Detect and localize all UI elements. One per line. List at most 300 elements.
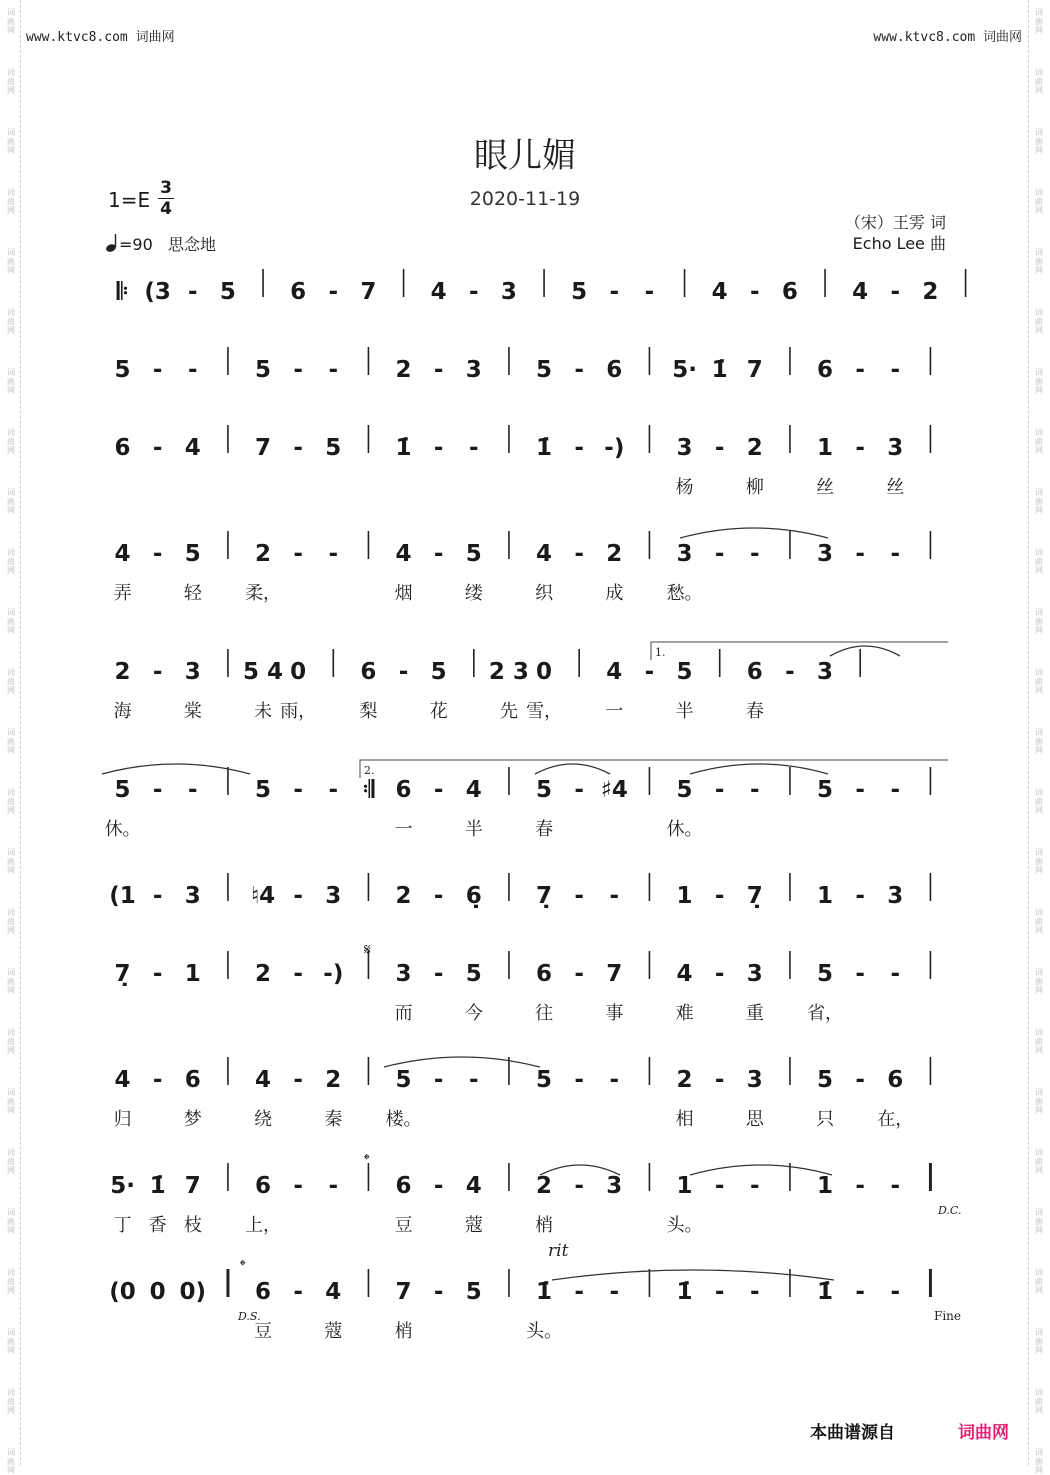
dash-note: - bbox=[574, 357, 584, 383]
watermark-text: 词 曲 网 bbox=[1035, 788, 1043, 815]
dash-note: - bbox=[574, 1279, 584, 1305]
jianpu-note: 5 bbox=[255, 357, 272, 383]
jianpu-note: 3 bbox=[817, 659, 834, 685]
jianpu-note: 1 bbox=[676, 1173, 693, 1199]
lyric-syllable: 缕 bbox=[464, 583, 483, 604]
jianpu-note: 3 bbox=[887, 435, 904, 461]
dash-note: - bbox=[188, 357, 198, 383]
dash-note: - bbox=[433, 435, 444, 461]
lyric-syllable: 弄 bbox=[113, 583, 132, 604]
dash-note: - bbox=[890, 1173, 901, 1199]
jianpu-note: 6 bbox=[184, 1067, 201, 1093]
lyric-syllable: 休。 bbox=[666, 819, 703, 840]
lyric-syllable: 愁。 bbox=[666, 583, 703, 604]
dash-note: - bbox=[152, 435, 163, 461]
jianpu-note: 4 bbox=[536, 541, 553, 567]
composer: Echo Lee 曲 bbox=[852, 234, 946, 253]
jianpu-note: 4 bbox=[676, 961, 693, 987]
dash-note: - bbox=[293, 961, 303, 987]
watermark-text: 词 曲 网 bbox=[1035, 248, 1043, 275]
lyric-syllable: 难 bbox=[675, 1003, 694, 1024]
watermark-text: 词 曲 网 bbox=[7, 128, 15, 155]
tie-arc bbox=[535, 764, 610, 774]
jianpu-note: 4 bbox=[325, 1279, 342, 1305]
dash-note: - bbox=[714, 1279, 725, 1305]
jianpu-note: 2 bbox=[395, 357, 412, 383]
dash-note: - bbox=[152, 777, 163, 803]
jianpu-note: 1̇ bbox=[817, 1279, 834, 1305]
dash-note: - bbox=[293, 357, 303, 383]
watermark-text: 词 曲 网 bbox=[1035, 728, 1043, 755]
fine-marking: Fine bbox=[934, 1309, 961, 1323]
watermark-text: 词 曲 网 bbox=[1035, 8, 1043, 35]
jianpu-note: 4 bbox=[430, 279, 447, 305]
watermark-text: 词 曲 网 bbox=[7, 248, 15, 275]
lyric-syllable: 杨 bbox=[675, 477, 694, 498]
watermark-text: 词 曲 网 bbox=[7, 1028, 15, 1055]
lyric-syllable: 头。 bbox=[666, 1215, 703, 1236]
dash-note: - bbox=[152, 659, 163, 685]
dash-note: - bbox=[293, 1173, 303, 1199]
lyric-syllable: 楼。 bbox=[385, 1109, 422, 1130]
jianpu-note: 3 bbox=[817, 541, 834, 567]
jianpu-note: 1̇ bbox=[149, 1173, 166, 1199]
lyric-syllable: 一 bbox=[605, 701, 624, 722]
jianpu-note: 0 bbox=[290, 659, 307, 685]
lyric-syllable: 雨， bbox=[280, 701, 317, 722]
source-label: 本曲谱源自 bbox=[810, 1423, 895, 1443]
jianpu-note: 6 bbox=[395, 777, 412, 803]
jianpu-note: 3 bbox=[676, 435, 693, 461]
watermark-text: 词 曲 网 bbox=[1035, 608, 1043, 635]
dash-note: - bbox=[855, 435, 865, 461]
lyric-syllable: 成 bbox=[605, 583, 624, 604]
dash-note: - bbox=[328, 541, 339, 567]
jianpu-note: 5 bbox=[184, 541, 201, 567]
jianpu-note: 3 bbox=[465, 357, 482, 383]
watermark-text: 词 曲 网 bbox=[1035, 428, 1043, 455]
jianpu-note: 2 bbox=[922, 279, 939, 305]
jianpu-note: 7 bbox=[184, 1173, 201, 1199]
lyric-syllable: 丝 bbox=[886, 477, 905, 498]
watermark-text: 词 曲 网 bbox=[7, 1148, 15, 1175]
jianpu-note: 4 bbox=[395, 541, 412, 567]
lyric-syllable: 相 bbox=[675, 1109, 694, 1130]
lyric-syllable: 豆 bbox=[394, 1215, 413, 1236]
dash-note: - bbox=[328, 777, 339, 803]
ds-marking: D.S. bbox=[238, 1310, 261, 1323]
jianpu-note: 2 bbox=[536, 1173, 553, 1199]
lyric-syllable: 绕 bbox=[254, 1109, 273, 1130]
dc-marking: D.C. bbox=[938, 1204, 962, 1217]
jianpu-note: 1̇ bbox=[676, 1279, 693, 1305]
dash-note: - bbox=[890, 777, 901, 803]
tie-arc bbox=[680, 528, 828, 538]
watermark-text: 词 曲 网 bbox=[1035, 908, 1043, 935]
watermark-text: 词 曲 网 bbox=[7, 668, 15, 695]
jianpu-note: ♯4 bbox=[600, 777, 628, 803]
lyric-syllable: 先 bbox=[499, 701, 518, 722]
jianpu-note: 0) bbox=[179, 1279, 207, 1305]
jianpu-note: 3 bbox=[184, 659, 201, 685]
site-url-left[interactable]: www.ktvc8.com 词曲网 bbox=[26, 30, 175, 45]
watermark-text: 词 曲 网 bbox=[7, 1088, 15, 1115]
lyric-syllable: 豆 bbox=[254, 1321, 273, 1342]
lyric-syllable: 梢 bbox=[535, 1215, 554, 1236]
lyric-syllable: 半 bbox=[464, 819, 483, 840]
lyric-syllable: 枝 bbox=[183, 1215, 202, 1236]
watermark-text: 词 曲 网 bbox=[1035, 368, 1043, 395]
jianpu-note: 5 bbox=[219, 279, 236, 305]
jianpu-note: 1 bbox=[817, 1173, 834, 1199]
lyric-syllable: 秦 bbox=[324, 1109, 343, 1130]
dash-note: - bbox=[750, 1279, 760, 1305]
lyric-syllable: 春 bbox=[535, 819, 554, 840]
dash-note: - bbox=[293, 883, 303, 909]
coda-sign: 𝄌 bbox=[364, 1150, 370, 1169]
jianpu-note: 0 bbox=[536, 659, 553, 685]
lyric-syllable: 省， bbox=[807, 1003, 844, 1024]
watermark-text: 词 曲 网 bbox=[7, 608, 15, 635]
tempo-value: =90 bbox=[119, 235, 153, 254]
jianpu-note: 6 bbox=[255, 1279, 272, 1305]
dash-note: - bbox=[609, 883, 620, 909]
dash-note: - bbox=[433, 883, 444, 909]
lyric-syllable: 梢 bbox=[394, 1321, 413, 1342]
jianpu-note: 7̣ bbox=[114, 961, 131, 987]
lyric-syllable: 归 bbox=[113, 1109, 132, 1130]
volta-bracket-2 bbox=[360, 760, 948, 778]
tie-arc bbox=[690, 764, 828, 774]
jianpu-note: 3 bbox=[500, 279, 517, 305]
dash-note: - bbox=[152, 541, 163, 567]
dash-note: - bbox=[574, 777, 584, 803]
jianpu-note: 5 bbox=[430, 659, 447, 685]
jianpu-note: 6 bbox=[606, 357, 623, 383]
lyric-syllable: 雪， bbox=[526, 701, 563, 722]
jianpu-note: -) bbox=[604, 435, 625, 461]
jianpu-note: (3 bbox=[144, 279, 171, 305]
dash-note: - bbox=[328, 357, 339, 383]
jianpu-note: 2 bbox=[325, 1067, 342, 1093]
watermark-text: 词 曲 网 bbox=[7, 1328, 15, 1355]
volta-2-label: 2. bbox=[364, 764, 375, 777]
dash-note: - bbox=[328, 279, 339, 305]
watermark-text: 词 曲 网 bbox=[1035, 68, 1043, 95]
jianpu-note: 4 bbox=[852, 279, 869, 305]
jianpu-note: 7 bbox=[255, 435, 272, 461]
jianpu-note: 7 bbox=[606, 961, 623, 987]
segno-sign: 𝄋 bbox=[364, 940, 371, 959]
dash-note: - bbox=[609, 279, 620, 305]
watermark-text: 词 曲 网 bbox=[1035, 1448, 1043, 1475]
jianpu-note: 5 bbox=[114, 777, 131, 803]
dash-note: - bbox=[609, 1279, 620, 1305]
dash-note: - bbox=[574, 1067, 584, 1093]
jianpu-note: 6 bbox=[360, 659, 377, 685]
lyric-syllable: 思 bbox=[745, 1109, 764, 1130]
tie-arc bbox=[690, 1165, 832, 1175]
watermark-text: 词 曲 网 bbox=[7, 548, 15, 575]
dash-note: - bbox=[750, 1173, 760, 1199]
jianpu-note: ♮4 bbox=[250, 883, 276, 909]
jianpu-note: 6 bbox=[746, 659, 763, 685]
jianpu-note: 5 4 bbox=[243, 659, 284, 685]
dash-note: - bbox=[890, 961, 901, 987]
jianpu-note: 𝄆 bbox=[116, 279, 129, 305]
dash-note: - bbox=[433, 1279, 444, 1305]
jianpu-note: 2 bbox=[255, 961, 272, 987]
jianpu-note: 5 bbox=[817, 777, 834, 803]
tie-arc bbox=[384, 1057, 540, 1067]
jianpu-note: 6 bbox=[536, 961, 553, 987]
jianpu-note: 2 bbox=[395, 883, 412, 909]
watermark-text: 词 曲 网 bbox=[1035, 1328, 1043, 1355]
watermark-text: 词 曲 网 bbox=[7, 1448, 15, 1475]
jianpu-note: 3 bbox=[606, 1173, 623, 1199]
dash-note: - bbox=[714, 961, 725, 987]
dash-note: - bbox=[644, 659, 655, 685]
dash-note: - bbox=[574, 1173, 584, 1199]
watermark-text: 词 曲 网 bbox=[7, 8, 15, 35]
watermark-text: 词 曲 网 bbox=[7, 968, 15, 995]
jianpu-note: 4 bbox=[114, 1067, 131, 1093]
jianpu-note: 3 bbox=[746, 961, 763, 987]
watermark-text: 词 曲 网 bbox=[7, 308, 15, 335]
watermark-text: 词 曲 网 bbox=[7, 728, 15, 755]
lyric-syllable: 而 bbox=[394, 1003, 413, 1024]
coda-sign: 𝄌 bbox=[240, 1256, 246, 1275]
lyric-syllable: 香 bbox=[148, 1215, 167, 1236]
jianpu-note: 3 bbox=[395, 961, 412, 987]
jianpu-note: 3 bbox=[676, 541, 693, 567]
watermark-text: 词 曲 网 bbox=[1035, 1148, 1043, 1175]
jianpu-note: 3 bbox=[746, 1067, 763, 1093]
jianpu-note: 6 bbox=[817, 357, 834, 383]
jianpu-note: 5 bbox=[676, 659, 693, 685]
watermark-text: 词 曲 网 bbox=[1035, 1268, 1043, 1295]
watermark-text: 词 曲 网 bbox=[7, 1388, 15, 1415]
jianpu-note: 5 bbox=[536, 777, 553, 803]
dash-note: - bbox=[188, 777, 198, 803]
dash-note: - bbox=[890, 1279, 901, 1305]
dash-note: - bbox=[714, 777, 725, 803]
dash-note: - bbox=[293, 1067, 303, 1093]
dash-note: - bbox=[890, 357, 901, 383]
jianpu-note: 5 bbox=[325, 435, 342, 461]
jianpu-note: 3 bbox=[887, 883, 904, 909]
watermark-text: 词 曲 网 bbox=[1035, 1388, 1043, 1415]
watermark-text: 词 曲 网 bbox=[1035, 488, 1043, 515]
jianpu-note: 7 bbox=[395, 1279, 412, 1305]
jianpu-note: 4 bbox=[606, 659, 623, 685]
lyric-syllable: 柔， bbox=[245, 583, 282, 604]
watermark-text: 词 曲 网 bbox=[7, 848, 15, 875]
dash-note: - bbox=[890, 541, 901, 567]
lyric-syllable: 海 bbox=[113, 701, 132, 722]
dash-note: - bbox=[398, 659, 409, 685]
expression: 思念地 bbox=[168, 235, 217, 254]
dash-note: - bbox=[328, 1173, 339, 1199]
jianpu-note: 6 bbox=[781, 279, 798, 305]
dash-note: - bbox=[293, 1279, 303, 1305]
jianpu-note: 5 bbox=[817, 961, 834, 987]
dash-note: - bbox=[152, 961, 163, 987]
dash-note: - bbox=[433, 1173, 444, 1199]
watermark-text: 词 曲 网 bbox=[7, 368, 15, 395]
watermark-text: 词 曲 网 bbox=[7, 68, 15, 95]
jianpu-note: 5 bbox=[676, 777, 693, 803]
dash-note: - bbox=[433, 1067, 444, 1093]
jianpu-note: 2 bbox=[676, 1067, 693, 1093]
jianpu-note: (0 bbox=[109, 1279, 136, 1305]
dash-note: - bbox=[609, 1067, 620, 1093]
jianpu-note: 2 3 bbox=[488, 659, 529, 685]
dash-note: - bbox=[855, 1279, 865, 1305]
jianpu-note: 1 bbox=[817, 883, 834, 909]
dash-note: - bbox=[750, 279, 760, 305]
jianpu-note: 2 bbox=[746, 435, 763, 461]
lyric-syllable: 蔻 bbox=[324, 1321, 343, 1342]
jianpu-note: 6̣ bbox=[465, 883, 482, 909]
dash-note: - bbox=[152, 883, 163, 909]
dash-note: - bbox=[855, 541, 865, 567]
dash-note: - bbox=[433, 541, 444, 567]
dash-note: - bbox=[433, 777, 444, 803]
dash-note: - bbox=[855, 1173, 865, 1199]
jianpu-note: 2 bbox=[255, 541, 272, 567]
dash-note: - bbox=[574, 541, 584, 567]
dash-note: - bbox=[469, 1067, 479, 1093]
jianpu-note: 4 bbox=[114, 541, 131, 567]
jianpu-note: 5 bbox=[255, 777, 272, 803]
ritardando-marking: rit bbox=[548, 1241, 569, 1261]
dash-note: - bbox=[714, 541, 725, 567]
volta-1-label: 1. bbox=[655, 646, 666, 659]
lyric-syllable: 休。 bbox=[104, 819, 141, 840]
volta-bracket-1 bbox=[651, 642, 948, 660]
lyric-syllable: 往 bbox=[535, 1003, 554, 1024]
lyricist: （宋）王雱 词 bbox=[844, 213, 946, 232]
jianpu-note: (1 bbox=[109, 883, 136, 909]
lyric-syllable: 丝 bbox=[816, 477, 835, 498]
jianpu-note: 5 bbox=[395, 1067, 412, 1093]
jianpu-note: 5 bbox=[114, 357, 131, 383]
jianpu-note: 1̇ bbox=[711, 357, 728, 383]
dash-note: - bbox=[714, 1067, 725, 1093]
lyric-syllable: 花 bbox=[429, 701, 448, 722]
dash-note: - bbox=[750, 777, 760, 803]
watermark-text: 词 曲 网 bbox=[1035, 1028, 1043, 1055]
dash-note: - bbox=[714, 435, 725, 461]
watermark-text: 词 曲 网 bbox=[7, 428, 15, 455]
lyric-syllable: 烟 bbox=[394, 583, 413, 604]
dash-note: - bbox=[714, 883, 725, 909]
watermark-text: 词 曲 网 bbox=[7, 788, 15, 815]
jianpu-note: 4 bbox=[711, 279, 728, 305]
time-top: 3 bbox=[160, 178, 172, 198]
jianpu-note: 4 bbox=[184, 435, 201, 461]
dash-note: - bbox=[855, 1067, 865, 1093]
source-site[interactable]: 词曲网 bbox=[958, 1423, 1009, 1443]
jianpu-note: 7 bbox=[746, 357, 763, 383]
lyric-syllable: 蔻 bbox=[464, 1215, 483, 1236]
song-title: 眼儿媚 bbox=[474, 136, 576, 176]
jianpu-note: 4 bbox=[465, 777, 482, 803]
jianpu-note: 5 bbox=[465, 541, 482, 567]
dash-note: - bbox=[890, 279, 901, 305]
dash-note: - bbox=[855, 883, 865, 909]
jianpu-note: 1 bbox=[184, 961, 201, 987]
watermark-text: 词 曲 网 bbox=[1035, 1088, 1043, 1115]
dash-note: - bbox=[574, 435, 584, 461]
jianpu-note: 2 bbox=[606, 541, 623, 567]
dash-note: - bbox=[714, 1173, 725, 1199]
jianpu-note: 7̣ bbox=[746, 883, 763, 909]
site-url-right[interactable]: www.ktvc8.com 词曲网 bbox=[873, 30, 1022, 45]
dash-note: - bbox=[785, 659, 795, 685]
jianpu-note: 6 bbox=[114, 435, 131, 461]
jianpu-note: 6 bbox=[255, 1173, 272, 1199]
lyric-syllable: 梨 bbox=[359, 701, 378, 722]
time-bottom: 4 bbox=[160, 199, 172, 219]
jianpu-note: 5· bbox=[672, 357, 697, 383]
jianpu-note: -) bbox=[323, 961, 344, 987]
lyric-syllable: 只 bbox=[816, 1109, 835, 1130]
key-signature: 1=E bbox=[108, 188, 151, 212]
dash-note: - bbox=[469, 435, 479, 461]
lyric-syllable: 半 bbox=[675, 701, 694, 722]
dash-note: - bbox=[433, 961, 444, 987]
jianpu-note: 4 bbox=[465, 1173, 482, 1199]
tie-arc bbox=[830, 646, 900, 656]
lyric-syllable: 织 bbox=[535, 583, 554, 604]
jianpu-note: 6 bbox=[887, 1067, 904, 1093]
lyric-syllable: 头。 bbox=[526, 1321, 563, 1342]
jianpu-note: 7 bbox=[360, 279, 377, 305]
jianpu-note: 𝄇 bbox=[362, 777, 375, 803]
lyric-syllable: 春 bbox=[745, 701, 764, 722]
dash-note: - bbox=[152, 357, 163, 383]
lyric-syllable: 棠 bbox=[183, 701, 202, 722]
jianpu-note: 3 bbox=[325, 883, 342, 909]
watermark-text: 词 曲 网 bbox=[1035, 1208, 1043, 1235]
dash-note: - bbox=[188, 279, 198, 305]
dash-note: - bbox=[855, 357, 865, 383]
watermark-text: 词 曲 网 bbox=[1035, 308, 1043, 335]
jianpu-note: 7̣ bbox=[536, 883, 553, 909]
lyric-syllable: 一 bbox=[394, 819, 413, 840]
lyric-syllable: 柳 bbox=[745, 477, 764, 498]
dash-note: - bbox=[293, 541, 303, 567]
dash-note: - bbox=[433, 357, 444, 383]
lyric-syllable: 重 bbox=[745, 1003, 764, 1024]
lyric-syllable: 丁 bbox=[113, 1215, 132, 1236]
jianpu-note: 1̇ bbox=[395, 435, 412, 461]
dash-note: - bbox=[469, 279, 479, 305]
jianpu-note: 5· bbox=[110, 1173, 135, 1199]
watermark-text: 词 曲 网 bbox=[1035, 668, 1043, 695]
dash-note: - bbox=[574, 961, 584, 987]
jianpu-note: 5 bbox=[817, 1067, 834, 1093]
watermark-text: 词 曲 网 bbox=[1035, 848, 1043, 875]
song-date: 2020-11-19 bbox=[469, 188, 581, 210]
watermark-text: 词 曲 网 bbox=[1035, 188, 1043, 215]
jianpu-note: 5 bbox=[536, 357, 553, 383]
watermark-text: 词 曲 网 bbox=[7, 1268, 15, 1295]
jianpu-note: 5 bbox=[536, 1067, 553, 1093]
lyric-syllable: 梦 bbox=[183, 1109, 202, 1130]
